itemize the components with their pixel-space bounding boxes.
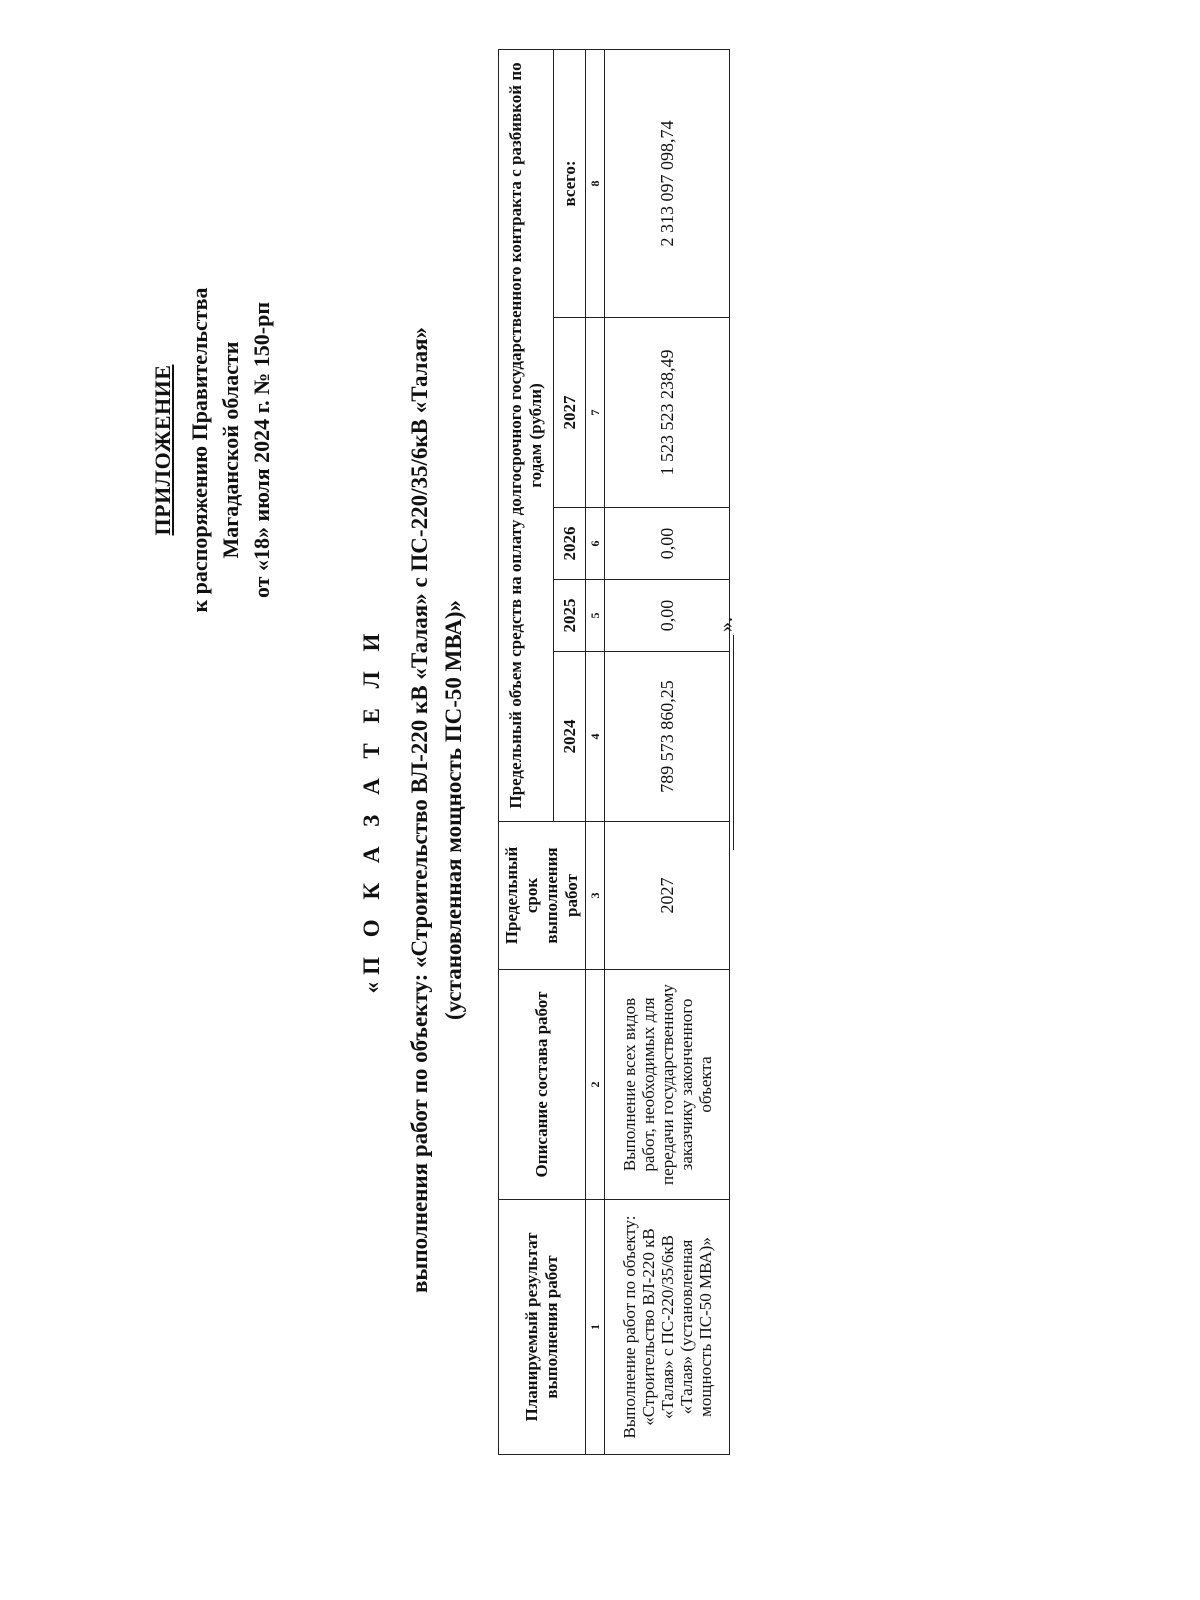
appendix-title: ПРИЛОЖЕНИЕ bbox=[150, 364, 175, 536]
header-year-2025: 2025 bbox=[554, 580, 586, 652]
header-year-2026: 2026 bbox=[554, 508, 586, 580]
cell-amount-total: 2 313 097 098,74 bbox=[605, 49, 730, 317]
cell-amount-2026: 0,00 bbox=[605, 508, 730, 580]
title-heading: «П О К А З А Т Е Л И bbox=[359, 626, 384, 994]
column-number: 7 bbox=[586, 318, 605, 508]
title-subtitle-2: (установленная мощность ПС-50 МВА)» bbox=[441, 599, 466, 1021]
document-title bbox=[355, 110, 471, 1510]
cell-work-description: Выполнение всех видов работ, необходимых для передачи государственному заказчику законченного объекта bbox=[605, 970, 730, 1200]
cell-amount-2024: 789 573 860,25 bbox=[605, 652, 730, 822]
table-row bbox=[605, 49, 730, 1454]
appendix-date-line: от «18» июля 2024 г. № 150-рп bbox=[249, 301, 274, 599]
header-year-2024: 2024 bbox=[554, 652, 586, 822]
appendix-line-2: Магаданской области bbox=[218, 341, 243, 559]
cell-amount-2025: 0,00 bbox=[605, 580, 730, 652]
column-number: 4 bbox=[586, 652, 605, 822]
header-funding-volume: Предельный объем средств на оплату долгосрочного государственного контракта с разбивкой по годам (рубли) bbox=[499, 49, 554, 821]
header-work-description: Описание состава работ bbox=[499, 970, 586, 1200]
closing-underline bbox=[733, 635, 734, 850]
header-deadline: Предельный срок выполнения работ bbox=[499, 822, 586, 970]
header-planned-result: Планируемый результат выполнения работ bbox=[499, 1200, 586, 1455]
column-number: 5 bbox=[586, 580, 605, 652]
column-number: 1 bbox=[586, 1200, 605, 1455]
column-number: 8 bbox=[586, 49, 605, 317]
rotated-page-content bbox=[105, 62, 805, 1550]
appendix-line-1: к распоряжению Правительства bbox=[187, 287, 212, 613]
column-number: 3 bbox=[586, 822, 605, 970]
closing-mark bbox=[715, 600, 739, 850]
column-number: 2 bbox=[586, 970, 605, 1200]
column-number-row bbox=[586, 49, 605, 1454]
closing-quote: ». bbox=[715, 617, 737, 632]
indicators-table bbox=[498, 49, 730, 1455]
cell-planned-result: Выполнение работ по объекту: «Строительство ВЛ-220 кВ «Талая» с ПС-220/35/6кВ «Талая» (установленная мощность ПС-50 МВА)» bbox=[605, 1200, 730, 1455]
cell-deadline: 2027 bbox=[605, 822, 730, 970]
cell-amount-2027: 1 523 523 238,49 bbox=[605, 318, 730, 508]
title-subtitle-1: выполнения работ по объекту: «Строительство ВЛ-220 кВ «Талая» с ПС-220/35/6кВ «Талая» bbox=[407, 326, 432, 1294]
header-year-2027: 2027 bbox=[554, 318, 586, 508]
column-number: 6 bbox=[586, 508, 605, 580]
header-total: всего: bbox=[554, 49, 586, 317]
appendix-header bbox=[147, 170, 277, 730]
